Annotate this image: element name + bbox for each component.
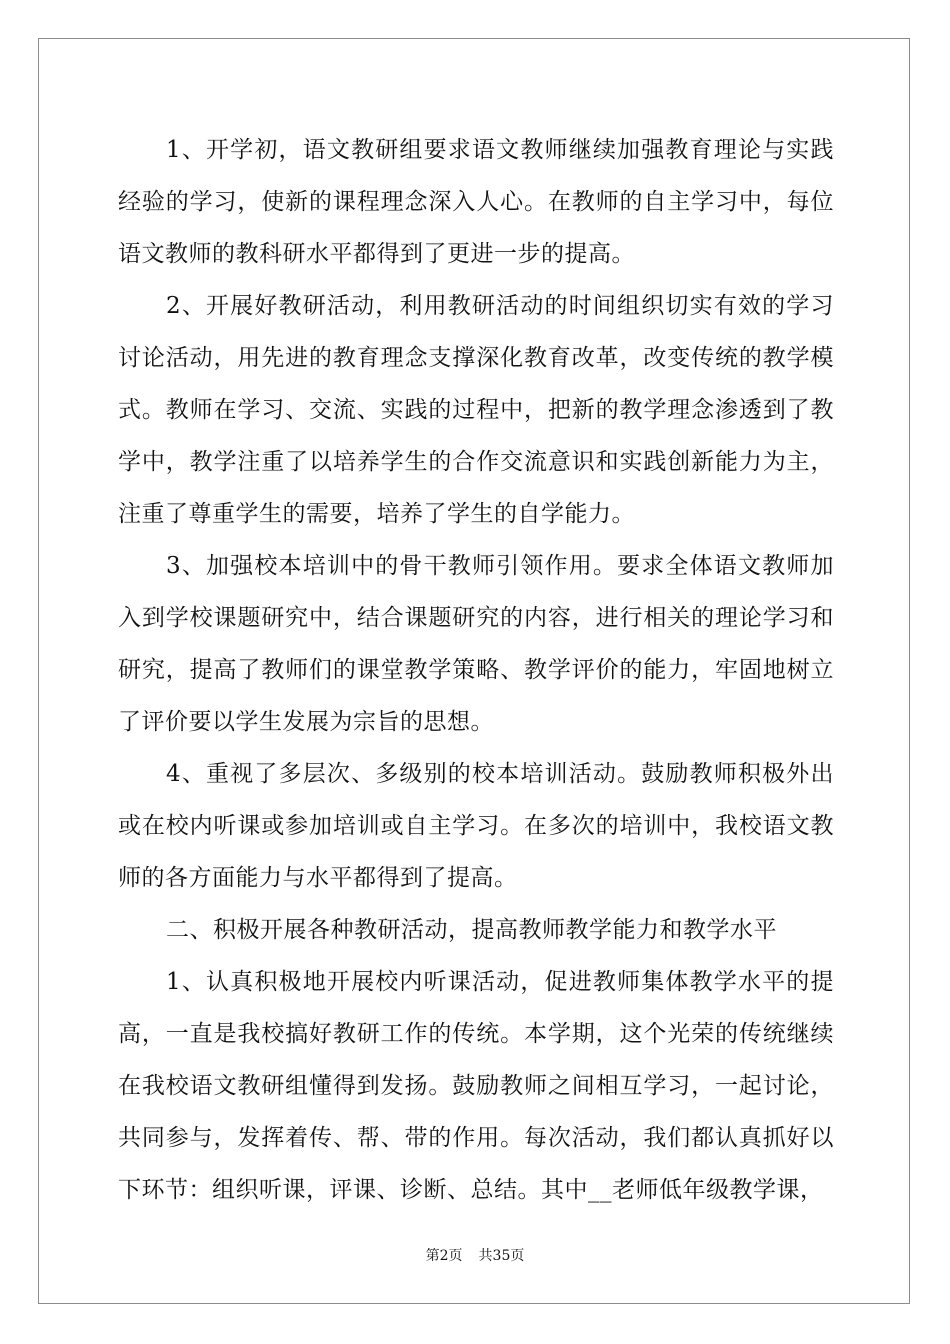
- paragraph-3: 3、加强校本培训中的骨干教师引领作用。要求全体语文教师加入到学校课题研究中，结合课题研究的内容，进行相关的理论学习和研究，提高了教师们的课堂教学策略、教学评价的能力，牢固地树立了评价要以学生发展为宗旨的思想。: [118, 553, 834, 735]
- paragraph-4: 4、重视了多层次、多级别的校本培训活动。鼓励教师积极外出或在校内听课或参加培训或自主学习。在多次的培训中，我校语文教师的各方面能力与水平都得到了提高。: [118, 761, 834, 891]
- total-page-count: 共35页: [478, 1248, 525, 1264]
- current-page-number: 第2页: [425, 1248, 463, 1264]
- paragraph-2: 2、开展好教研活动，利用教研活动的时间组织切实有效的学习讨论活动，用先进的教育理念支撑深化教育改革，改变传统的教学模式。教师在学习、交流、实践的过程中，把新的教学理念渗透到了教学中，教学注重了以培养学生的合作交流意识和实践创新能力为主，注重了尊重学生的需要，培养了学生的自学能力。: [118, 293, 834, 527]
- document-body: [118, 124, 834, 1216]
- paragraph-1: 1、开学初，语文教研组要求语文教师继续加强教育理论与实践经验的学习，使新的课程理念深入人心。在教师的自主学习中，每位语文教师的教科研水平都得到了更进一步的提高。: [118, 137, 834, 267]
- section-heading: 二、积极开展各种教研活动，提高教师教学能力和教学水平: [166, 917, 777, 943]
- paragraph-5: 1、认真积极地开展校内听课活动，促进教师集体教学水平的提高，一直是我校搞好教研工作的传统。本学期，这个光荣的传统继续在我校语文教研组懂得到发扬。鼓励教师之间相互学习，一起讨论，共同参与，发挥着传、帮、带的作用。每次活动，我们都认真抓好以下环节：组织听课，评课、诊断、总结。其中__老师低年级教学课，: [118, 969, 834, 1203]
- page-footer: [0, 1246, 950, 1266]
